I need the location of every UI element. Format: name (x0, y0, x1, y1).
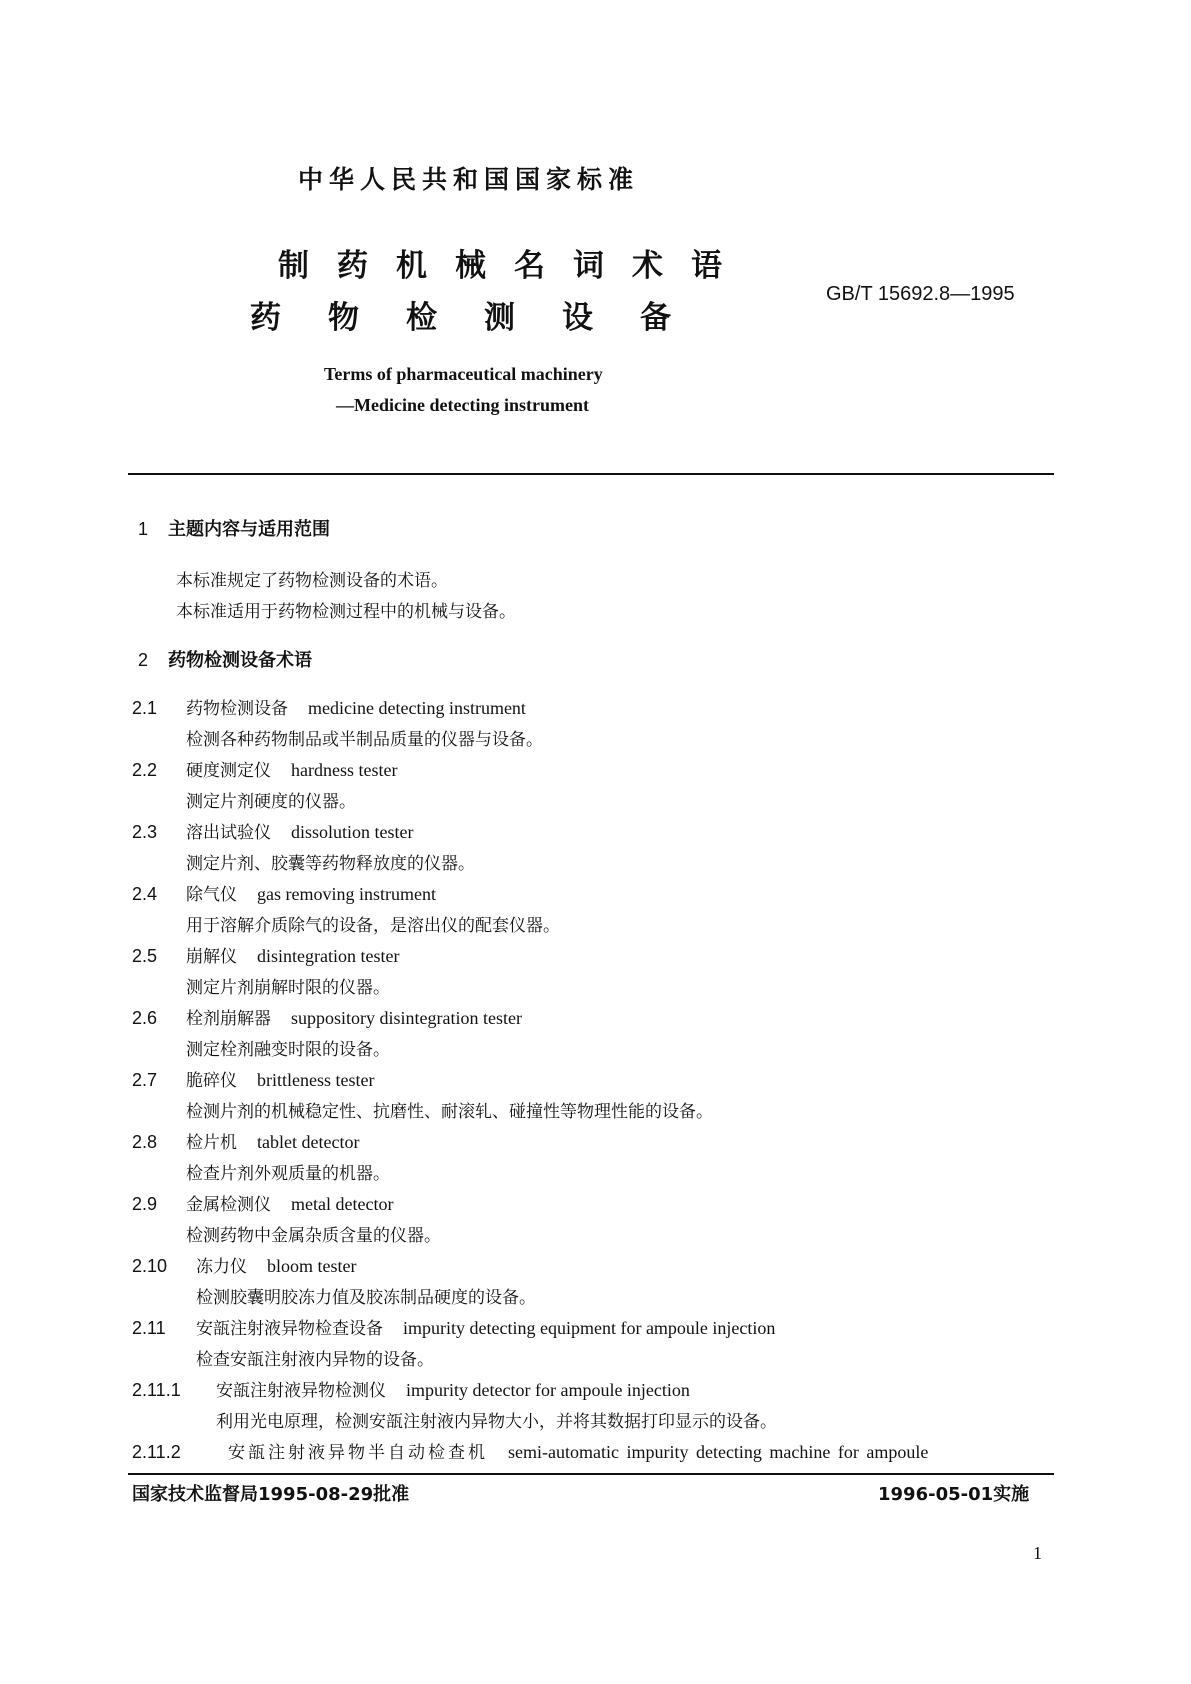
term-number: 2.11.1 (132, 1380, 181, 1400)
term-definition: 检测片剂的机械稳定性、抗磨性、耐滚轧、碰撞性等物理性能的设备。 (186, 1102, 713, 1122)
term-entry (132, 1004, 522, 1029)
term-definition: 利用光电原理，检测安瓿注射液内异物大小，并将其数据打印显示的设备。 (216, 1412, 777, 1432)
term-number: 2.6 (132, 1008, 158, 1028)
term-english: metal detector (291, 1194, 394, 1214)
term-english: tablet detector (257, 1132, 360, 1152)
term-entry (132, 694, 526, 719)
term-english: impurity detecting equipment for ampoule injection (403, 1318, 776, 1338)
term-english: medicine detecting instrument (308, 698, 526, 718)
section-number: 2 (138, 650, 149, 670)
term-chinese: 金属检测仪 (186, 1195, 271, 1215)
term-english: impurity detector for ampoule injection (406, 1380, 690, 1400)
english-title-line2: —Medicine detecting instrument (336, 395, 589, 415)
term-definition: 用于溶解介质除气的设备，是溶出仪的配套仪器。 (186, 916, 560, 936)
national-standard-heading: 中华人民共和国国家标准 (298, 165, 640, 194)
term-entry (132, 818, 414, 843)
term-number: 2.5 (132, 946, 158, 966)
section-number: 1 (138, 519, 149, 539)
term-definition: 检查片剂外观质量的机器。 (186, 1164, 390, 1184)
term-english: dissolution tester (291, 822, 414, 842)
term-chinese: 硬度测定仪 (186, 761, 271, 781)
term-definition: 测定片剂、胶囊等药物释放度的仪器。 (186, 854, 475, 874)
term-definition: 检测胶囊明胶冻力值及胶冻制品硬度的设备。 (196, 1288, 536, 1308)
term-definition: 测定片剂崩解时限的仪器。 (186, 978, 390, 998)
section-title: 药物检测设备术语 (168, 650, 313, 671)
term-entry (132, 1190, 393, 1215)
term-number: 2.3 (132, 822, 158, 842)
document-title-line1: 制药机械名词术语 (278, 248, 750, 284)
term-chinese: 除气仪 (186, 885, 237, 905)
term-entry (132, 756, 397, 781)
term-number: 2.10 (132, 1256, 168, 1276)
term-definition: 测定片剂硬度的仪器。 (186, 792, 356, 812)
footer-divider (128, 1473, 1054, 1475)
term-number: 2.11 (132, 1318, 166, 1338)
term-number: 2.11.2 (132, 1442, 181, 1462)
term-entry (132, 1252, 356, 1277)
term-chinese: 脆碎仪 (186, 1071, 237, 1091)
term-number: 2.9 (132, 1194, 158, 1214)
term-chinese: 冻力仪 (196, 1257, 247, 1277)
term-chinese: 安瓿注射液异物检测仪 (216, 1381, 386, 1401)
term-definition: 检测药物中金属杂质含量的仪器。 (186, 1226, 441, 1246)
term-entry (132, 942, 399, 967)
term-chinese: 安瓿注射液异物检查设备 (196, 1319, 383, 1339)
paragraph: 本标准规定了药物检测设备的术语。 (176, 571, 448, 591)
term-number: 2.1 (132, 698, 158, 718)
term-chinese: 崩解仪 (186, 947, 237, 967)
term-chinese: 安瓿注射液异物半自动检查机 (228, 1443, 488, 1463)
term-entry (132, 1376, 690, 1401)
term-chinese: 栓剂崩解器 (186, 1009, 271, 1029)
term-english: bloom tester (267, 1256, 357, 1276)
section-1-heading (138, 515, 330, 541)
term-number: 2.7 (132, 1070, 158, 1090)
paragraph: 本标准适用于药物检测过程中的机械与设备。 (176, 602, 516, 622)
term-entry (132, 1438, 928, 1463)
standard-number: GB/T 15692.8—1995 (826, 283, 1015, 305)
document-title-line2: 药物检测设备 (250, 300, 718, 336)
approval-info: 国家技术监督局1995-08-29批准 (132, 1484, 410, 1505)
term-chinese: 检片机 (186, 1133, 237, 1153)
term-english: gas removing instrument (257, 884, 436, 904)
section-title: 主题内容与适用范围 (168, 519, 331, 540)
term-entry (132, 1128, 359, 1153)
section-2-heading (138, 646, 312, 672)
term-entry (132, 1314, 775, 1339)
term-entry (132, 1066, 374, 1091)
term-english: suppository disintegration tester (291, 1008, 522, 1028)
english-title-line1: Terms of pharmaceutical machinery (324, 364, 603, 384)
term-definition: 检测各种药物制品或半制品质量的仪器与设备。 (186, 730, 543, 750)
term-definition: 测定栓剂融变时限的设备。 (186, 1040, 390, 1060)
term-chinese: 药物检测设备 (186, 699, 288, 719)
term-english: disintegration tester (257, 946, 400, 966)
page-number: 1 (1033, 1543, 1042, 1563)
term-english: hardness tester (291, 760, 398, 780)
term-english: brittleness tester (257, 1070, 375, 1090)
term-entry (132, 880, 436, 905)
term-english: semi-automatic impurity detecting machine for ampoule (508, 1442, 929, 1462)
implementation-date: 1996-05-01实施 (878, 1484, 1030, 1505)
header-divider (128, 473, 1054, 475)
term-number: 2.8 (132, 1132, 158, 1152)
term-number: 2.2 (132, 760, 158, 780)
term-chinese: 溶出试验仪 (186, 823, 271, 843)
term-number: 2.4 (132, 884, 158, 904)
term-definition: 检查安瓿注射液内异物的设备。 (196, 1350, 434, 1370)
